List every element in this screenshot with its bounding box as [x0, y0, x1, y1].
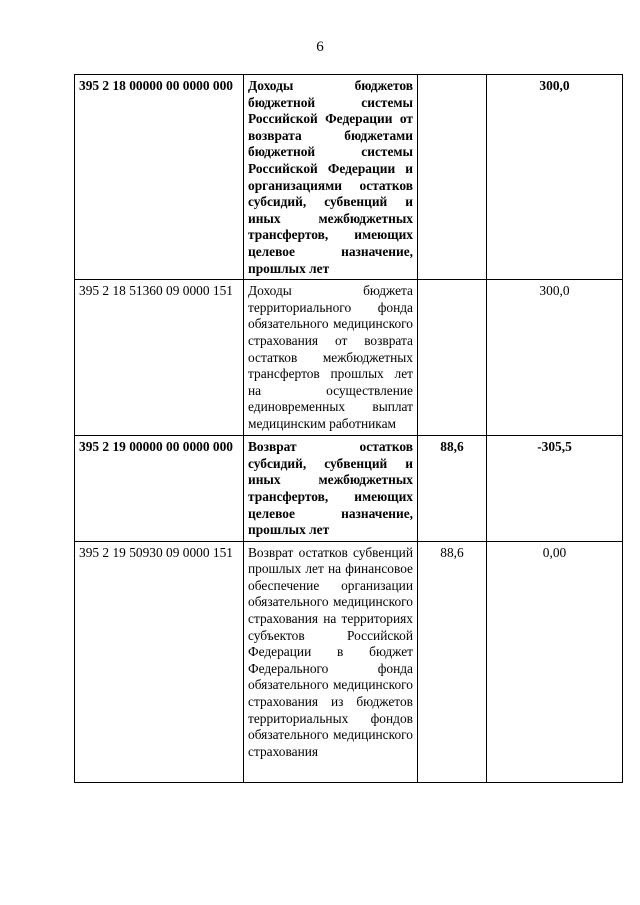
budget-table: [74, 74, 623, 783]
revenue-name-cell: Доходы бюджета территориального фонда обязательного медицинского страхования от возврата остатков межбюджетных трансфертов прошлых лет на осуществление единовременных выплат медицинским работникам: [244, 280, 418, 436]
budget-code-cell: 395 2 18 51360 09 0000 151: [75, 280, 244, 436]
revenue-name-cell: Возврат остатков субвенций прошлых лет на финансовое обеспечение организации обязательного медицинского страхования на территориях субъектов Российской Федерации в бюджет Федерального фонда обязательного медицинского страхования из бюджетов территориальных фондов обязательного медицинского страхования: [244, 541, 418, 782]
amount-cell-2: 300,0: [487, 75, 623, 280]
amount-cell-2: -305,5: [487, 436, 623, 542]
amount-cell-2: 0,00: [487, 541, 623, 782]
amount-cell-1: 88,6: [418, 541, 487, 782]
revenue-name-cell: Доходы бюджетов бюджетной системы Российской Федерации от возврата бюджетами бюджетной системы Российской Федерации и организациями остатков субсидий, субвенций и иных межбюджетных трансфертов, имеющих целевое назначение, прошлых лет: [244, 75, 418, 280]
amount-cell-1: [418, 75, 487, 280]
table-row: [75, 541, 623, 782]
table-row: [75, 436, 623, 542]
page-number: 6: [316, 39, 324, 55]
table-row: [75, 280, 623, 436]
budget-code-cell: 395 2 19 50930 09 0000 151: [75, 541, 244, 782]
table-row: [75, 75, 623, 280]
budget-code-cell: 395 2 18 00000 00 0000 000: [75, 75, 244, 280]
amount-cell-1: [418, 280, 487, 436]
revenue-name-cell: Возврат остатков субсидий, субвенций и иных межбюджетных трансфертов, имеющих целевое назначение, прошлых лет: [244, 436, 418, 542]
amount-cell-2: 300,0: [487, 280, 623, 436]
budget-code-cell: 395 2 19 00000 00 0000 000: [75, 436, 244, 542]
amount-cell-1: 88,6: [418, 436, 487, 542]
